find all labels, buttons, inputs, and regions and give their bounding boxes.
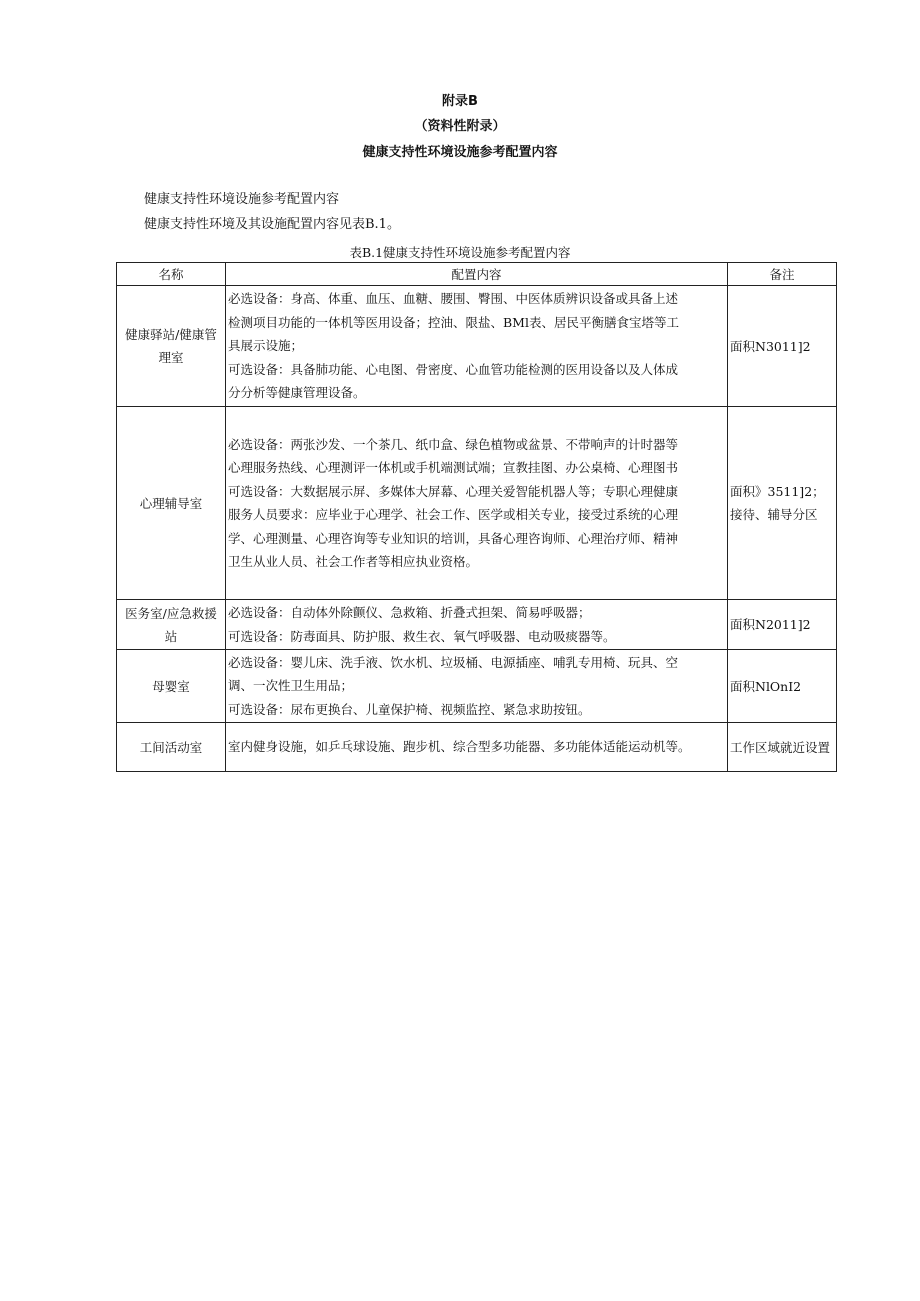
- table-caption: 表B.1健康支持性环境设施参考配置内容: [349, 245, 571, 260]
- facility-name: 医务室/应急救援站: [117, 600, 226, 650]
- content-line: 调、一次性卫生用品；: [228, 678, 354, 694]
- facility-note: 面积N3011]2: [728, 286, 837, 407]
- column-header-content: 配置内容: [226, 263, 728, 286]
- table-row: [117, 600, 837, 650]
- content-line: 必选设备：身高、体重、血压、血糖、腰围、臀围、中医体质辨识设备或具备上述: [228, 291, 679, 307]
- content-line: 必选设备：自动体外除颤仪、急救箱、折叠式担架、简易呼吸器；: [228, 605, 591, 620]
- content-line: 分分析等健康管理设备。: [228, 385, 366, 401]
- table-header-row: [117, 263, 837, 286]
- content-line: 卫生从业人员、社会工作者等相应执业资格。: [228, 554, 479, 569]
- appendix-type: （资料性附录）: [414, 119, 506, 134]
- table-row: [117, 286, 837, 407]
- facility-name: 母婴室: [117, 650, 226, 723]
- facility-name: 心理辅导室: [117, 407, 226, 600]
- facility-name: 健康驿站/健康管理室: [117, 286, 226, 407]
- table-row: [117, 407, 837, 600]
- facility-content: [226, 650, 728, 723]
- facility-note: 工作区域就近设置: [728, 723, 837, 772]
- content-line: 必选设备：婴儿床、洗手液、饮水机、垃圾桶、电源插座、哺乳专用椅、玩具、空: [228, 654, 679, 670]
- column-header-name: 名称: [117, 263, 226, 286]
- content-line: 可选设备：大数据展示屏、多媒体大屏幕、心理关爱智能机器人等；专职心理健康: [228, 483, 679, 499]
- content-line: 必选设备：两张沙发、一个茶几、纸巾盒、绿色植物或盆景、不带响声的计时器等: [228, 436, 679, 452]
- table-row: [117, 723, 837, 772]
- content-line: 心理服务热线、心理测评一体机或手机端测试端；宣教挂图、办公桌椅、心理图书: [228, 460, 679, 475]
- content-line: 具展示设施；: [228, 338, 304, 354]
- facility-content: [226, 723, 728, 772]
- facility-note: 面积N2011]2: [728, 600, 837, 650]
- facility-content: [226, 600, 728, 650]
- facility-content: [226, 286, 728, 407]
- intro-paragraph: 健康支持性环境及其设施配置内容见表B.1。: [144, 217, 400, 232]
- facility-content: [226, 407, 728, 600]
- table-row: [117, 650, 837, 723]
- content-line: 室内健身设施，如乒乓球设施、跑步机、综合型多功能器、多功能体适能运动机等。: [228, 739, 691, 755]
- appendix-label: 附录B: [442, 94, 478, 109]
- appendix-title: 健康支持性环境设施参考配置内容: [362, 145, 558, 160]
- facility-config-table: [116, 262, 837, 772]
- facility-name: 工间活动室: [117, 723, 226, 772]
- section-heading: 健康支持性环境设施参考配置内容: [144, 192, 340, 207]
- column-header-note: 备注: [728, 263, 837, 286]
- content-line: 可选设备：防毒面具、防护服、救生衣、氧气呼吸器、电动吸痰器等。: [228, 628, 616, 644]
- content-line: 可选设备：尿布更换台、儿童保护椅、视频监控、紧急求助按钮。: [228, 701, 591, 717]
- content-line: 可选设备：具备肺功能、心电图、骨密度、心血管功能检测的医用设备以及人体成: [228, 361, 679, 377]
- facility-note: 面积》3511]2；接待、辅导分区: [728, 407, 837, 600]
- content-line: 服务人员要求：应毕业于心理学、社会工作、医学或相关专业，接受过系统的心理: [228, 507, 679, 522]
- content-line: 学、心理测量、心理咨询等专业知识的培训，具备心理咨询师、心理治疗师、精神: [228, 530, 679, 546]
- facility-note: 面积NlOnI2: [728, 650, 837, 723]
- content-line: 检测项目功能的一体机等医用设备；控油、限盐、BMl表、居民平衡膳食宝塔等工: [228, 314, 679, 330]
